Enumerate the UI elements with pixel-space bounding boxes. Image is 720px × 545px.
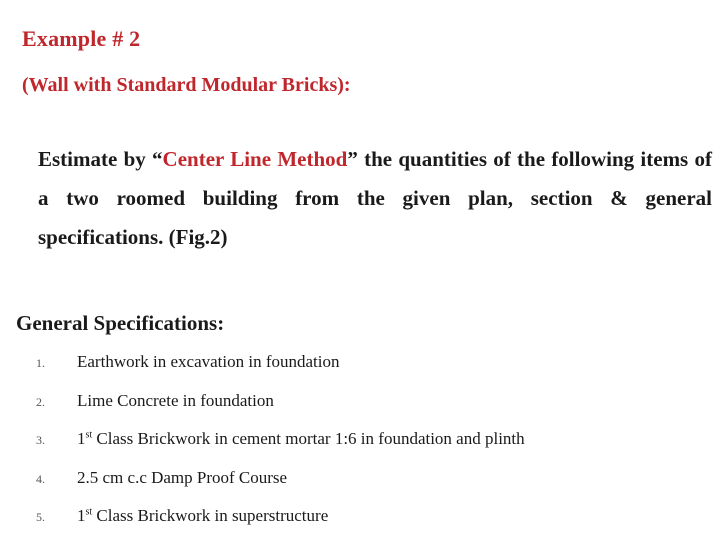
item-text: 1st Class Brickwork in cement mortar 1:6 in foundation and plinth — [77, 429, 525, 448]
item-number: 1. — [36, 356, 45, 370]
intro-after: ” the quantities of the following items of a two roomed building from the given plan, section & general specifications. (Fig.2) — [38, 147, 712, 249]
item-text: 1st Class Brickwork in superstructure — [77, 506, 329, 525]
list-item — [36, 352, 525, 391]
item-number: 5. — [36, 510, 45, 524]
list-item — [36, 506, 525, 545]
list-item — [36, 391, 525, 430]
list-item — [36, 468, 525, 507]
example-title: Example # 2 — [22, 26, 141, 51]
item-text: Earthwork in excavation in foundation — [77, 352, 340, 371]
item-number: 4. — [36, 471, 45, 486]
example-subtitle: (Wall with Standard Modular Bricks): — [22, 74, 351, 96]
specifications-list — [36, 352, 525, 545]
intro-before: Estimate by “ — [38, 147, 163, 171]
item-number: 3. — [36, 433, 45, 447]
method-highlight: Center Line Method — [162, 147, 348, 171]
item-text: Lime Concrete in foundation — [77, 390, 274, 410]
item-number: 2. — [36, 394, 45, 409]
general-specifications-heading: General Specifications: — [16, 311, 225, 335]
intro-paragraph — [38, 140, 712, 257]
list-item — [36, 429, 525, 468]
item-text: 2.5 cm c.c Damp Proof Course — [77, 467, 288, 487]
